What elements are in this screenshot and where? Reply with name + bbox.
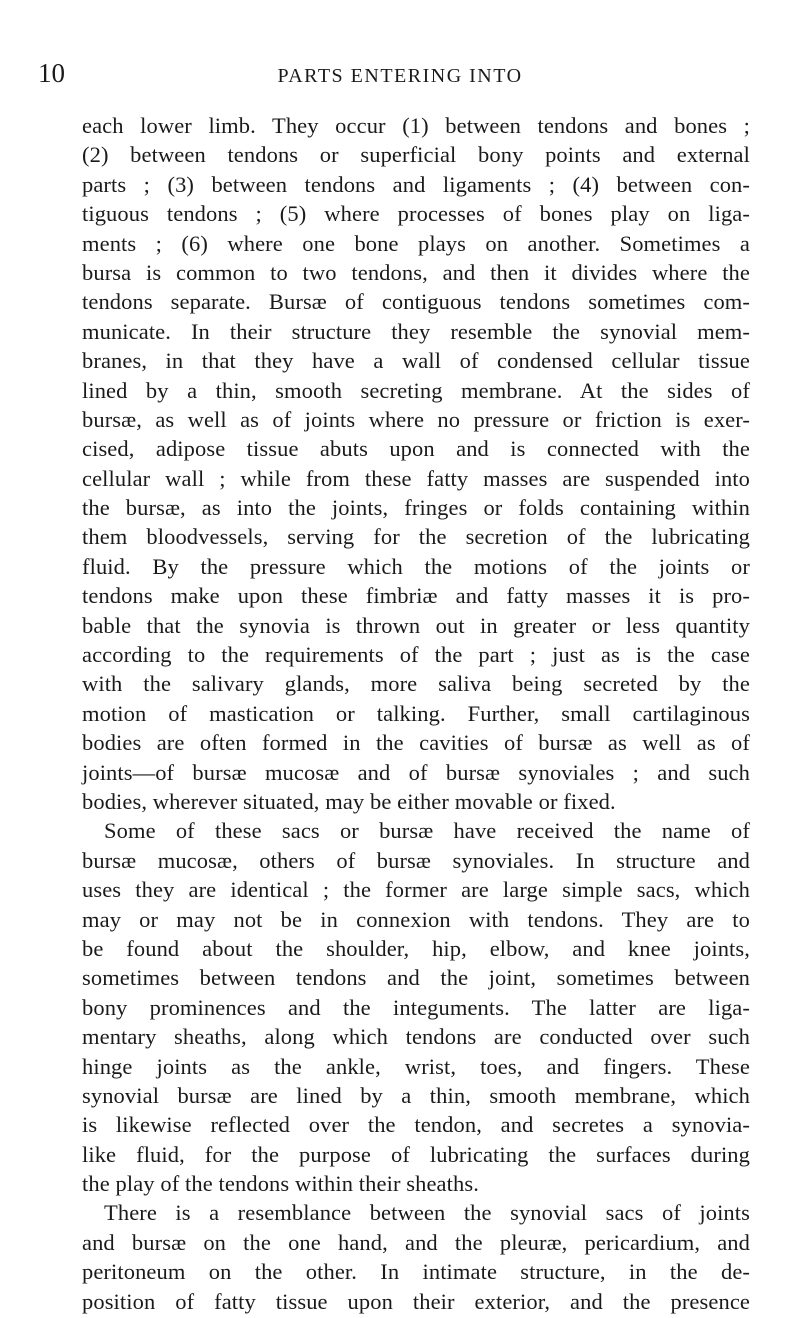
page-number: 10 [38, 58, 65, 88]
text-line: fluid. By the pressure which the motions of the joints or [82, 553, 750, 579]
text-line: like fluid, for the purpose of lubricating the surfaces during [82, 1141, 750, 1167]
text-line: each lower limb. They occur (1) between tendons and bones ; [82, 113, 750, 138]
text-line: may or may not be in connexion with tendons. They are to [82, 906, 750, 932]
text-line: tendons make upon these fimbriæ and fatty masses it is pro- [82, 583, 750, 609]
text-line: synovial bursæ are lined by a thin, smooth membrane, which [82, 1082, 750, 1108]
text-line: municate. In their structure they resemble the synovial mem- [82, 318, 750, 344]
text-line: (2) between tendons or superficial bony points and external [82, 142, 750, 168]
text-line: joints—of bursæ mucosæ and of bursæ synoviales ; and such [82, 759, 750, 785]
text-line: cellular wall ; while from these fatty masses are suspended into [82, 465, 750, 491]
text-line: tendons separate. Bursæ of contiguous tendons sometimes com- [82, 289, 750, 315]
text-line: Some of these sacs or bursæ have received the name of [104, 818, 750, 844]
text-line: There is a resemblance between the synovial sacs of joints [104, 1200, 750, 1226]
text-line: according to the requirements of the part ; just as is the case [82, 642, 750, 668]
text-line: sometimes between tendons and the joint, sometimes between [82, 965, 750, 991]
text-line: and bursæ on the one hand, and the pleuræ, pericardium, and [82, 1229, 750, 1255]
text-line: with the salivary glands, more saliva being secreted by the [82, 671, 750, 697]
text-line: tiguous tendons ; (5) where processes of bones play on liga- [82, 201, 750, 227]
text-line: branes, in that they have a wall of condensed cellular tissue [82, 348, 750, 374]
text-line: bony prominences and the integuments. The latter are liga- [82, 994, 750, 1020]
text-line: cised, adipose tissue abuts upon and is connected with the [82, 436, 750, 462]
text-line: bable that the synovia is thrown out in greater or less quantity [82, 612, 750, 638]
text-line: bursæ, as well as of joints where no pressure or friction is exer- [82, 406, 750, 432]
running-head [0, 58, 800, 88]
text-line: motion of mastication or talking. Further, small cartilaginous [82, 700, 750, 726]
text-line: peritoneum on the other. In intimate structure, in the de- [82, 1259, 750, 1285]
running-title: PARTS ENTERING INTO [277, 65, 523, 87]
text-line: be found about the shoulder, hip, elbow, and knee joints, [82, 935, 750, 961]
text-line: uses they are identical ; the former are large simple sacs, which [82, 877, 750, 903]
text-line: hinge joints as the ankle, wrist, toes, and fingers. These [82, 1053, 750, 1079]
text-line: bodies, wherever situated, may be either movable or fixed. [82, 788, 616, 814]
text-line: mentary sheaths, along which tendons are conducted over such [82, 1024, 750, 1050]
text-line: bursæ mucosæ, others of bursæ synoviales. In structure and [82, 847, 750, 873]
text-line: ments ; (6) where one bone plays on another. Sometimes a [82, 230, 750, 256]
text-line: lined by a thin, smooth secreting membrane. At the sides of [82, 377, 750, 403]
text-line: bursa is common to two tendons, and then it divides where the [82, 259, 750, 285]
text-line: is likewise reflected over the tendon, and secretes a synovia- [82, 1112, 750, 1138]
text-line: parts ; (3) between tendons and ligaments ; (4) between con- [82, 171, 750, 197]
text-line: position of fatty tissue upon their exterior, and the presence [82, 1288, 750, 1314]
text-line: bodies are often formed in the cavities of bursæ as well as of [82, 730, 750, 756]
text-line: the bursæ, as into the joints, fringes or folds containing within [82, 495, 750, 521]
text-line: them bloodvessels, serving for the secretion of the lubricating [82, 524, 750, 550]
body-text [82, 111, 750, 1316]
text-line: the play of the tendons within their sheaths. [82, 1171, 479, 1197]
